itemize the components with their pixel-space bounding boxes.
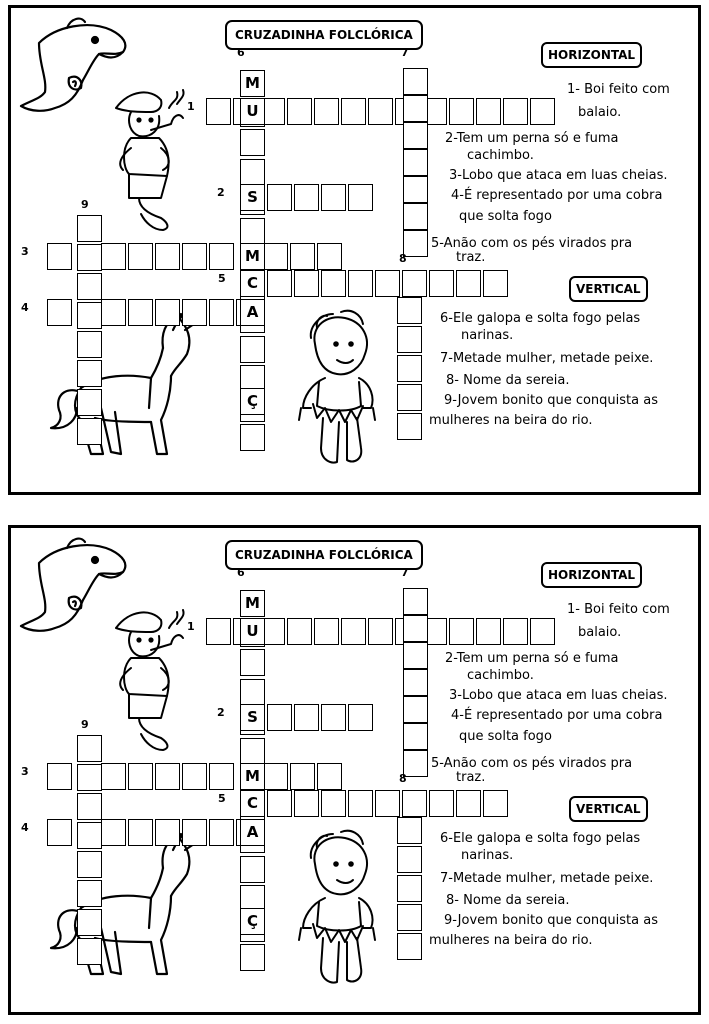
crossword-cell[interactable] [77, 793, 102, 820]
crossword-cell[interactable] [128, 243, 153, 270]
clue-text: narinas. [461, 328, 514, 343]
clue-number: 1 [187, 620, 195, 633]
crossword-cell[interactable] [209, 763, 234, 790]
crossword-cell[interactable] [77, 389, 102, 416]
crossword-cell[interactable] [47, 763, 72, 790]
clue-text: 9-Jovem bonito que conquista as [444, 393, 658, 408]
crossword-cell[interactable] [321, 790, 346, 817]
crossword-filled-cell[interactable]: Ç [240, 388, 265, 415]
crossword-cell[interactable] [128, 819, 153, 846]
crossword-filled-cell[interactable]: A [240, 299, 265, 326]
crossword-cell[interactable] [348, 184, 373, 211]
clue-number: 3 [21, 765, 29, 778]
crossword-cell[interactable] [263, 763, 288, 790]
clue-text: 2-Tem um perna só e fuma [445, 131, 619, 146]
crossword-filled-cell[interactable]: M [240, 243, 265, 270]
worksheet-title: CRUZADINHA FOLCLÓRICA [225, 540, 423, 570]
crossword-cell[interactable] [101, 819, 126, 846]
crossword-cell[interactable] [397, 355, 422, 382]
crossword-cell[interactable] [449, 618, 474, 645]
crossword-cell[interactable] [206, 98, 231, 125]
crossword-filled-cell[interactable]: M [240, 590, 265, 617]
vertical-heading: VERTICAL [569, 276, 648, 302]
crossword-cell[interactable] [483, 270, 508, 297]
crossword-cell[interactable] [77, 735, 102, 762]
crossword-cell[interactable] [155, 299, 180, 326]
crossword-cell[interactable] [403, 203, 428, 230]
crossword-cell[interactable] [77, 909, 102, 936]
crossword-cell[interactable] [77, 331, 102, 358]
crossword-cell[interactable] [317, 763, 342, 790]
clue-number: 6 [237, 566, 245, 579]
clue-text: 6-Ele galopa e solta fogo pelas [440, 311, 641, 326]
clue-text: mulheres na beira do rio. [429, 933, 593, 948]
crossword-cell[interactable] [341, 98, 366, 125]
crossword-cell[interactable] [403, 615, 428, 642]
crossword-cell[interactable] [128, 299, 153, 326]
crossword-cell[interactable] [155, 819, 180, 846]
horizontal-heading: HORIZONTAL [541, 42, 642, 68]
crossword-cell[interactable] [209, 299, 234, 326]
clue-text: mulheres na beira do rio. [429, 413, 593, 428]
crossword-cell[interactable] [128, 763, 153, 790]
crossword-cell[interactable] [182, 819, 207, 846]
crossword-filled-cell[interactable]: C [240, 790, 265, 817]
crossword-cell[interactable] [209, 243, 234, 270]
crossword-cell[interactable] [476, 98, 501, 125]
clue-text: 6-Ele galopa e solta fogo pelas [440, 831, 641, 846]
horizontal-heading: HORIZONTAL [541, 562, 642, 588]
clue-text: que solta fogo [459, 209, 552, 224]
clue-text: que solta fogo [459, 729, 552, 744]
crossword-filled-cell[interactable]: S [240, 184, 265, 211]
crossword-filled-cell[interactable]: M [240, 763, 265, 790]
crossword-cell[interactable] [456, 790, 481, 817]
crossword-cell[interactable] [240, 738, 265, 765]
clue-text: 5-Anão com os pés virados pra [431, 236, 633, 251]
clue-text: cachimbo. [467, 148, 534, 163]
crossword-cell[interactable] [397, 817, 422, 844]
clue-text: 8- Nome da sereia. [446, 893, 570, 908]
crossword-cell[interactable] [403, 95, 428, 122]
crossword-cell[interactable] [503, 618, 528, 645]
crossword-cell[interactable] [456, 270, 481, 297]
crossword-cell[interactable] [240, 424, 265, 451]
crossword-cell[interactable] [290, 763, 315, 790]
crossword-cell[interactable] [47, 299, 72, 326]
crossword-cell[interactable] [397, 846, 422, 873]
clue-number: 4 [21, 301, 29, 314]
clue-number: 5 [218, 272, 226, 285]
crossword-cell[interactable] [397, 904, 422, 931]
crossword-filled-cell[interactable]: U [240, 98, 265, 125]
clue-text: 9-Jovem bonito que conquista as [444, 913, 658, 928]
crossword-cell[interactable] [182, 243, 207, 270]
crossword-cell[interactable] [317, 243, 342, 270]
crossword-cell[interactable] [476, 618, 501, 645]
crossword-cell[interactable] [267, 704, 292, 731]
crossword-cell[interactable] [240, 649, 265, 676]
crossword-cell[interactable] [403, 669, 428, 696]
crossword-cell[interactable] [397, 933, 422, 960]
crossword-cell[interactable] [294, 270, 319, 297]
clue-number: 4 [21, 821, 29, 834]
crossword-cell[interactable] [403, 149, 428, 176]
clue-number: 6 [237, 46, 245, 59]
crossword-cell[interactable] [182, 763, 207, 790]
clue-text: 2-Tem um perna só e fuma [445, 651, 619, 666]
crossword-cell[interactable] [77, 215, 102, 242]
clue-number: 3 [21, 245, 29, 258]
crossword-cell[interactable] [209, 819, 234, 846]
clue-text: 3-Lobo que ataca em luas cheias. [449, 168, 668, 183]
crossword-cell[interactable] [240, 336, 265, 363]
crossword-cell[interactable] [77, 938, 102, 965]
clue-text: traz. [456, 250, 486, 265]
crossword-cell[interactable] [240, 159, 265, 186]
crossword-cell[interactable] [503, 98, 528, 125]
crossword-cell[interactable] [449, 98, 474, 125]
vertical-heading: VERTICAL [569, 796, 648, 822]
crossword-cell[interactable] [321, 270, 346, 297]
clue-text: traz. [456, 770, 486, 785]
crossword-cell[interactable] [263, 243, 288, 270]
crossword-cell[interactable] [530, 618, 555, 645]
crossword-cell[interactable] [267, 184, 292, 211]
crossword-cell[interactable] [101, 299, 126, 326]
crossword-filled-cell[interactable]: U [240, 618, 265, 645]
crossword-cell[interactable] [397, 875, 422, 902]
crossword-filled-cell[interactable]: S [240, 704, 265, 731]
worksheet-title: CRUZADINHA FOLCLÓRICA [225, 20, 423, 50]
clue-number: 2 [217, 186, 225, 199]
crossword-cell[interactable] [397, 326, 422, 353]
clue-text: 3-Lobo que ataca em luas cheias. [449, 688, 668, 703]
crossword-cell[interactable] [403, 723, 428, 750]
crossword-cell[interactable] [368, 98, 393, 125]
crossword-cell[interactable] [403, 122, 428, 149]
crossword-cell[interactable] [321, 184, 346, 211]
clue-text: balaio. [578, 105, 622, 120]
crossword-cell[interactable] [294, 790, 319, 817]
crossword-cell[interactable] [403, 750, 428, 777]
crossword-cell[interactable] [77, 851, 102, 878]
crossword-cell[interactable] [403, 642, 428, 669]
crossword-cell[interactable] [403, 588, 428, 615]
crossword-cell[interactable] [321, 704, 346, 731]
crossword-cell[interactable] [240, 679, 265, 706]
crossword-filled-cell[interactable]: M [240, 70, 265, 97]
crossword-cell[interactable] [267, 270, 292, 297]
crossword-cell[interactable] [348, 704, 373, 731]
crossword-cell[interactable] [240, 944, 265, 971]
crossword-cell[interactable] [287, 618, 312, 645]
clue-text: 8- Nome da sereia. [446, 373, 570, 388]
crossword-cell[interactable] [77, 244, 102, 271]
crossword-cell[interactable] [77, 418, 102, 445]
crossword-cell[interactable] [77, 273, 102, 300]
crossword-cell[interactable] [206, 618, 231, 645]
crossword-cell[interactable] [397, 297, 422, 324]
crossword-cell[interactable] [182, 299, 207, 326]
crossword-cell[interactable] [397, 384, 422, 411]
clue-number: 5 [218, 792, 226, 805]
clue-text: 4-É representado por uma cobra [451, 188, 663, 203]
crossword-cell[interactable] [483, 790, 508, 817]
crossword-cell[interactable] [403, 176, 428, 203]
crossword-cell[interactable] [77, 764, 102, 791]
crossword-cell[interactable] [429, 790, 454, 817]
clue-number: 2 [217, 706, 225, 719]
crossword-cell[interactable] [287, 98, 312, 125]
crossword-cell[interactable] [403, 68, 428, 95]
clue-text: 7-Metade mulher, metade peixe. [440, 351, 654, 366]
crossword-cell[interactable] [101, 763, 126, 790]
crossword-cell[interactable] [77, 302, 102, 329]
crossword-cell[interactable] [348, 790, 373, 817]
crossword-cell[interactable] [155, 243, 180, 270]
clue-number: 8 [399, 252, 407, 265]
crossword-cell[interactable] [341, 618, 366, 645]
crossword-cell[interactable] [375, 270, 400, 297]
crossword-cell[interactable] [314, 618, 339, 645]
crossword-cell[interactable] [402, 270, 427, 297]
crossword-cell[interactable] [290, 243, 315, 270]
clue-number: 7 [401, 46, 409, 59]
crossword-filled-cell[interactable]: Ç [240, 908, 265, 935]
clue-text: 1- Boi feito com [567, 82, 670, 97]
crossword-cell[interactable] [368, 618, 393, 645]
crossword-cell[interactable] [101, 243, 126, 270]
clue-text: 7-Metade mulher, metade peixe. [440, 871, 654, 886]
crossword-worksheet [8, 525, 701, 1015]
crossword-cell[interactable] [155, 763, 180, 790]
crossword-cell[interactable] [77, 822, 102, 849]
clue-text: 1- Boi feito com [567, 602, 670, 617]
clue-text: 4-É representado por uma cobra [451, 708, 663, 723]
clue-number: 7 [401, 566, 409, 579]
crossword-cell[interactable] [240, 856, 265, 883]
crossword-cell[interactable] [77, 360, 102, 387]
crossword-cell[interactable] [267, 790, 292, 817]
clue-number: 1 [187, 100, 195, 113]
crossword-cell[interactable] [294, 184, 319, 211]
crossword-cell[interactable] [403, 696, 428, 723]
crossword-cell[interactable] [47, 243, 72, 270]
crossword-cell[interactable] [240, 218, 265, 245]
crossword-cell[interactable] [77, 880, 102, 907]
clue-text: cachimbo. [467, 668, 534, 683]
crossword-cell[interactable] [530, 98, 555, 125]
crossword-filled-cell[interactable]: A [240, 819, 265, 846]
crossword-cell[interactable] [294, 704, 319, 731]
crossword-worksheet [8, 5, 701, 495]
crossword-filled-cell[interactable]: C [240, 270, 265, 297]
clue-number: 9 [81, 718, 89, 731]
crossword-cell[interactable] [402, 790, 427, 817]
clue-number: 8 [399, 772, 407, 785]
crossword-cell[interactable] [240, 129, 265, 156]
clue-text: 5-Anão com os pés virados pra [431, 756, 633, 771]
crossword-cell[interactable] [429, 270, 454, 297]
clue-number: 9 [81, 198, 89, 211]
crossword-cell[interactable] [397, 413, 422, 440]
crossword-cell[interactable] [375, 790, 400, 817]
crossword-cell[interactable] [348, 270, 373, 297]
clue-text: balaio. [578, 625, 622, 640]
clue-text: narinas. [461, 848, 514, 863]
crossword-cell[interactable] [403, 230, 428, 257]
crossword-cell[interactable] [47, 819, 72, 846]
crossword-cell[interactable] [314, 98, 339, 125]
